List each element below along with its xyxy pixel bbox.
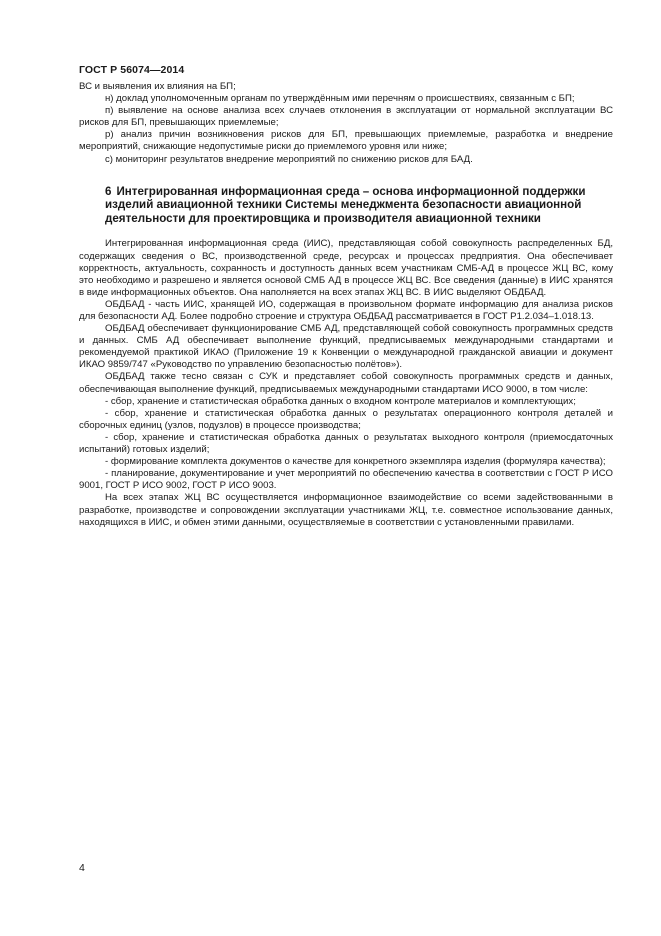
list-item: п) выявление на основе анализа всех случаев отклонения в эксплуатации от нормальной эксплуатации ВС рисков для БП, превышающих приемлемые; (79, 105, 613, 129)
page-number: 4 (79, 862, 85, 874)
list-item: - сбор, хранение и статистическая обработка данных о результатах операционного контроля деталей и сборочных единиц (узлов, подузлов) в процессе производства; (79, 407, 613, 431)
paragraph: ОБДБАД - часть ИИС, хранящей ИО, содержащая в произвольном формате информацию для анализа рисков для безопасности АД. Более подробно строение и структура ОБДБАД рассматривается в ГОСТ Р1.2.034–1.018.13. (79, 298, 613, 322)
list-item: - сбор, хранение и статистическая обработка данных о входном контроле материалов и комплектующих; (105, 395, 576, 407)
paragraph: На всех этапах ЖЦ ВС осуществляется информационное взаимодействие со всеми задействованными в разработке, производстве и сопровождении эксплуатации участниками ЖЦ, т.е. совместное использование данных, находящихся в ИИС, и обмен этими данными, осуществляемые в соответствии с установленными правилами. (79, 492, 613, 528)
list-item: - сбор, хранение и статистическая обработка данных о результатах выходного контроля (приемосдаточных испытаний) готовых изделий; (79, 431, 613, 456)
list-item: - формирование комплекта документов о качестве для конкретного экземпляра изделия (формуляра качества); (105, 456, 606, 468)
document-body (79, 81, 613, 529)
paragraph: ОБДБАД также тесно связан с СУК и представляет собой совокупность программных средств и данных, обеспечивающая выполнение функций, предписываемых международными стандартами ИСО 9000, в том числе: (79, 371, 613, 395)
section-title: Интегрированная информационная среда – основа информационной поддержки изделий авиационной техники Системы менеджмента безопасности авиационной деятельности для проектировщика и производителя авиационной техники (105, 184, 586, 225)
section-heading (79, 185, 613, 226)
paragraph: Интегрированная информационная среда (ИИС), представляющая собой совокупность распределенных БД, содержащих сведения о ВС, производственной среде, ресурсах и процессах предприятия. Она обеспечивает корректность, актуальность, сохранность и доступность данных всем участникам СМБ-АД в процессе ЖЦ ВС, кому это необходимо и разрешено и является основой СМБ АД в процессе ЖЦ ВС. Все сведения (данные) в ИИС хранятся в виде информационных объектов. Она наполняется на всех этапах ЖЦ ВС. В ИИС выделяют ОБДБАД. (79, 238, 613, 298)
section-number: 6 (105, 184, 112, 198)
list-item: с) мониторинг результатов внедрение мероприятий по снижению рисков для БАД. (105, 153, 473, 165)
list-item: р) анализ причин возникновения рисков для БП, превышающих приемлемые, разработка и внедрение мероприятий, снижающие недопустимые риски до приемлемого уровня или ниже; (79, 129, 613, 153)
document-header: ГОСТ Р 56074—2014 (79, 64, 185, 76)
list-item: н) доклад уполномоченным органам по утверждённым ими перечням о происшествиях, связанным с БП; (105, 93, 575, 105)
list-item: - планирование, документирование и учет мероприятий по обеспечению качества в соответствии с ГОСТ Р ИСО 9001, ГОСТ Р ИСО 9002, ГОСТ Р ИСО 9003. (79, 468, 613, 492)
paragraph: ОБДБАД обеспечивает функционирование СМБ АД, представляющей собой совокупность программных средств и данных. СМБ АД обеспечивает выполнение функций, предписываемых международными стандартами и рекомендуемой практикой ИКАО (Приложение 19 к Конвенции о международной гражданской авиации и документ ИКАО 9859/747 «Руководство по управлению безопасностью полётов»). (79, 323, 613, 371)
list-item: ВС и выявления их влияния на БП; (79, 81, 236, 92)
